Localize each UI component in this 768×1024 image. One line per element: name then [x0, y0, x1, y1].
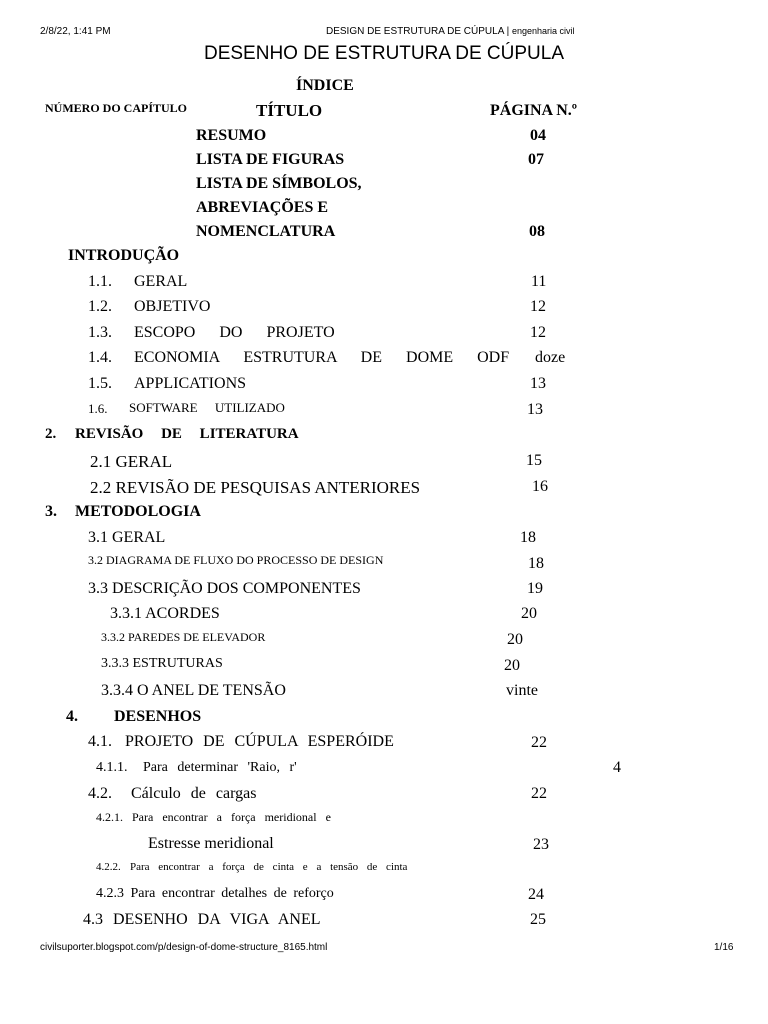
toc-label: Para encontrar a força de cinta e a tensão de cinta: [130, 861, 408, 873]
toc-label: 4.2.3 Para encontrar detalhes de reforço: [96, 886, 334, 901]
index-heading: ÍNDICE: [296, 77, 354, 94]
print-url: civilsuporter.blogspot.com/p/design-of-dome-structure_8165.html: [40, 942, 328, 953]
toc-label: PROJETO DE CÚPULA ESPERÓIDE: [125, 733, 394, 750]
toc-chapter-number: 2.: [45, 426, 57, 442]
print-page-counter: 1/16: [714, 942, 734, 953]
print-page-title: [326, 26, 575, 37]
toc-label: 3.3.2 PAREDES DE ELEVADOR: [101, 630, 266, 644]
toc-page: 18: [520, 529, 536, 546]
toc-label: 4.3 DESENHO DA VIGA ANEL: [83, 911, 321, 928]
col-header-page: PÁGINA N.º: [490, 102, 578, 119]
toc-page: 18: [528, 555, 544, 572]
toc-page: 16: [532, 478, 548, 495]
toc-chapter-heading: REVISÃO DE LITERATURA: [75, 426, 299, 442]
col-header-title: TÍTULO: [256, 101, 323, 120]
toc-chapter-heading: METODOLOGIA: [75, 503, 201, 520]
toc-chapter-heading: INTRODUÇÃO: [68, 247, 180, 264]
toc-label: 2.1 GERAL: [90, 452, 173, 471]
toc-label: Cálculo de cargas: [131, 785, 257, 802]
toc-label: 3.3.3 ESTRUTURAS: [101, 656, 223, 671]
toc-label: SOFTWARE UTILIZADO: [129, 400, 285, 415]
toc-number: 4.2.: [88, 785, 112, 802]
toc-label: ESCOPO DO PROJETO: [134, 324, 335, 341]
toc-chapter-number: 3.: [45, 503, 57, 520]
toc-page: 4: [613, 759, 621, 776]
toc-label: Estresse meridional: [148, 835, 274, 852]
toc-label: 3.1 GERAL: [88, 529, 166, 546]
toc-page: 24: [528, 886, 544, 903]
toc-page: 20: [504, 657, 520, 674]
toc-page: 13: [527, 401, 543, 418]
toc-label: NOMENCLATURA: [196, 223, 336, 240]
toc-page: 15: [526, 452, 542, 469]
toc-number: 4.2.1.: [96, 810, 123, 824]
toc-label: 2.2 REVISÃO DE PESQUISAS ANTERIORES: [90, 478, 421, 497]
toc-number: 4.2.2.: [96, 861, 121, 873]
toc-page: doze: [535, 349, 566, 366]
toc-page: 22: [531, 785, 547, 802]
toc-number: 4.1.1.: [96, 760, 128, 775]
toc-number: 1.1.: [88, 273, 112, 290]
toc-page: 23: [533, 836, 549, 853]
print-datetime: 2/8/22, 1:41 PM: [40, 26, 111, 37]
toc-chapter-heading: DESENHOS: [114, 708, 202, 725]
print-site-name: engenharia civil: [511, 26, 575, 36]
toc-label: Para determinar 'Raio, r': [143, 760, 297, 775]
col-header-chapter: NÚMERO DO CAPÍTULO: [45, 101, 188, 115]
toc-label: Para encontrar a força meridional e: [132, 810, 331, 824]
toc-label: 3.3 DESCRIÇÃO DOS COMPONENTES: [88, 580, 361, 597]
toc-page: 13: [530, 375, 546, 392]
toc-page: 20: [507, 631, 523, 648]
toc-page: 04: [530, 127, 546, 144]
toc-number: 1.5.: [88, 375, 112, 392]
toc-label: GERAL: [134, 273, 188, 290]
toc-page: 22: [531, 734, 547, 751]
toc-number: 1.4.: [88, 349, 112, 366]
toc-page: vinte: [506, 682, 538, 699]
toc-page: 20: [521, 605, 537, 622]
toc-page: 11: [531, 273, 547, 290]
toc-label: ABREVIAÇÕES E: [196, 199, 329, 216]
toc-chapter-number: 4.: [66, 708, 78, 725]
toc-label: 3.3.1 ACORDES: [110, 605, 220, 622]
toc-label: 3.3.4 O ANEL DE TENSÃO: [101, 682, 286, 699]
toc-page: 25: [530, 911, 546, 928]
toc-label: LISTA DE FIGURAS: [196, 151, 345, 168]
toc-number: 4.1.: [88, 733, 112, 750]
toc-label: APPLICATIONS: [134, 375, 247, 392]
toc-number: 1.2.: [88, 298, 112, 315]
toc-label: ECONOMIA ESTRUTURA DE DOME ODF: [134, 349, 510, 366]
toc-number: 1.3.: [88, 324, 112, 341]
toc-label: LISTA DE SÍMBOLOS,: [196, 175, 362, 192]
toc-page: 12: [530, 324, 546, 341]
toc-page: 08: [529, 223, 545, 240]
toc-page: 12: [530, 298, 546, 315]
toc-page: 19: [527, 580, 543, 597]
toc-label: 3.2 DIAGRAMA DE FLUXO DO PROCESSO DE DESIGN: [88, 553, 384, 567]
toc-label: RESUMO: [196, 127, 267, 144]
toc-number: 1.6.: [88, 401, 108, 416]
document-title: DESENHO DE ESTRUTURA DE CÚPULA: [203, 43, 564, 64]
print-page-title-text: DESIGN DE ESTRUTURA DE CÚPULA |: [326, 26, 512, 37]
toc-label: OBJETIVO: [134, 298, 211, 315]
toc-page: 07: [528, 151, 544, 168]
